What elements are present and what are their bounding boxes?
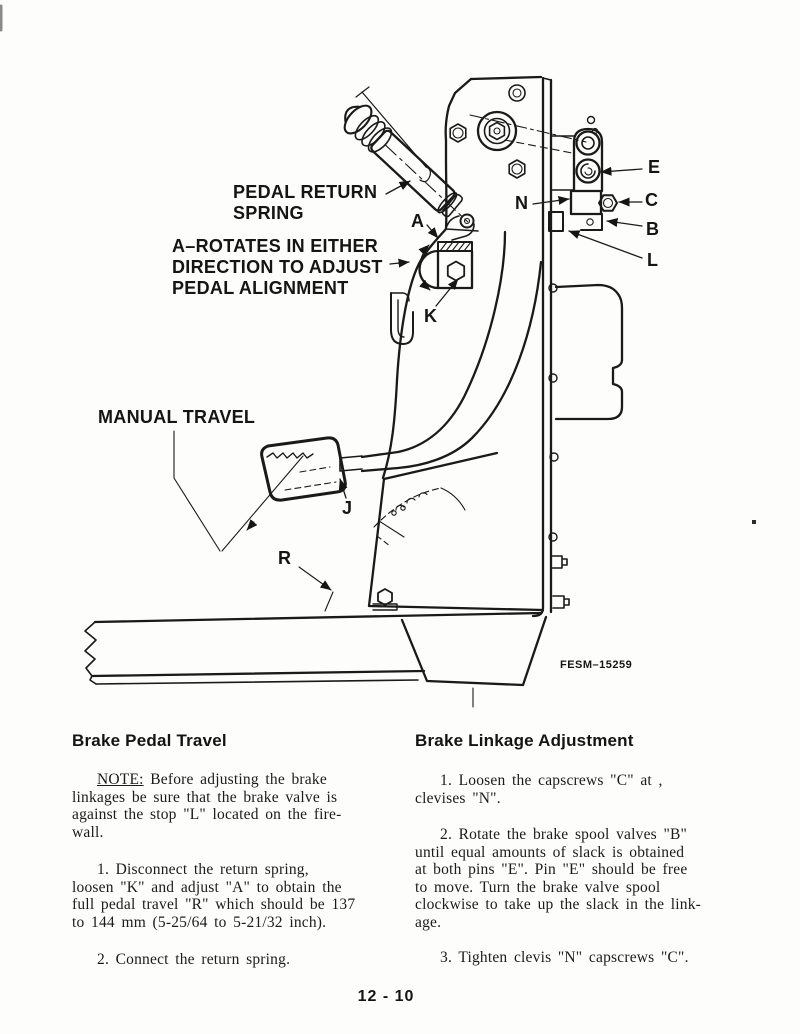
step-line: 3. Tighten clevis "N" capscrews "C". [440, 949, 689, 966]
callout-pedal-return-spring [233, 182, 377, 224]
right-heading: Brake Linkage Adjustment [415, 731, 634, 750]
callout-letter-b: B [646, 219, 660, 239]
callout-manual-travel: MANUAL TRAVEL [98, 407, 256, 427]
scan-speck [752, 520, 756, 524]
callout-letter-c: C [645, 190, 659, 210]
figure-code: FESM–15259 [560, 659, 633, 671]
note-label: NOTE: [97, 771, 144, 788]
page-number: 12 - 10 [357, 988, 415, 1005]
note-line: linkages be sure that the brake valve is [72, 788, 338, 806]
step-line: age. [415, 913, 442, 931]
callout-letter-j: J [342, 498, 353, 518]
callout-letter-r: R [278, 548, 292, 568]
step-line: at both pins "E". Pin "E" should be free [415, 861, 688, 879]
callout-letter-a: A [411, 211, 425, 231]
note-line: against the stop "L" located on the fire- [72, 806, 342, 824]
left-step-1 [72, 861, 406, 931]
note-line: wall. [72, 823, 104, 841]
right-step-3 [415, 949, 749, 967]
callout-line: A–ROTATES IN EITHER [172, 236, 379, 256]
step-line: clockwise to take up the slack in the link- [415, 896, 701, 914]
callout-letter-l: L [647, 250, 659, 270]
right-step-2 [415, 826, 749, 932]
left-column [72, 731, 406, 751]
step-line: loosen "K" and adjust "A" to obtain the [72, 878, 342, 896]
callout-line: PEDAL ALIGNMENT [172, 278, 349, 298]
step-line: 1. Loosen the capscrews "C" at , [440, 772, 663, 789]
right-column [415, 731, 749, 751]
step-line: 2. Rotate the brake spool valves "B" [440, 826, 688, 843]
step-line: until equal amounts of slack is obtained [415, 843, 685, 861]
callout-letter-n: N [515, 193, 529, 213]
note-rest: Before adjusting the brake [143, 771, 327, 788]
step-line: full pedal travel "R" which should be 137 [72, 896, 356, 914]
callout-line: PEDAL RETURN [233, 182, 378, 202]
callout-line: DIRECTION TO ADJUST [172, 257, 383, 277]
callout-line: SPRING [233, 203, 304, 223]
left-heading: Brake Pedal Travel [72, 731, 227, 750]
step-line: clevises "N". [415, 789, 501, 807]
step-line: 1. Disconnect the return spring, [97, 861, 309, 878]
callout-letter-k: K [424, 306, 438, 326]
callout-letter-e: E [648, 157, 661, 177]
right-step-1 [415, 772, 749, 807]
step-line: 2. Connect the return spring. [97, 951, 291, 968]
step-line: to move. Turn the brake valve spool [415, 878, 661, 896]
step-line: to 144 mm (5-25/64 to 5-21/32 inch). [72, 913, 327, 931]
callout-rotates [172, 236, 383, 299]
left-step-2 [72, 951, 406, 969]
note-paragraph [72, 771, 406, 841]
